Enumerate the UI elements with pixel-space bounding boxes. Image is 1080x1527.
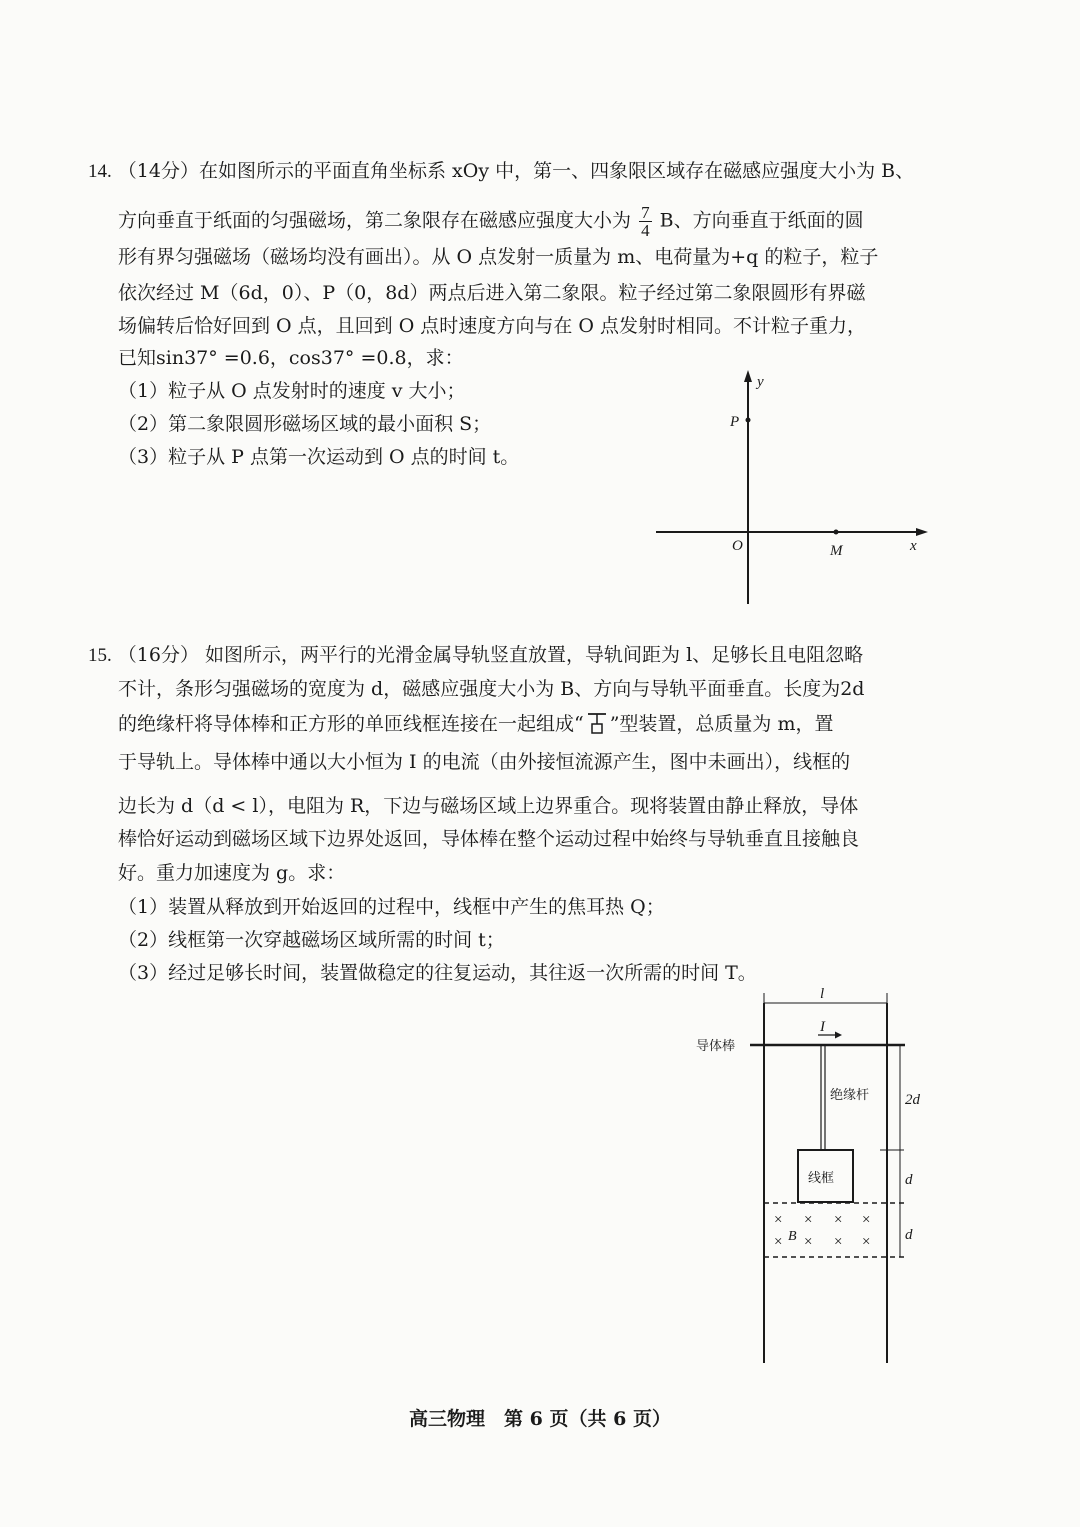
q14-text-3: 形有界匀强磁场（磁场均没有画出）。从 O 点发射一质量为 m、电荷量为+q 的粒子，粒子 <box>118 246 879 268</box>
q15-line-3 <box>118 711 834 737</box>
field-cross: × <box>834 1212 843 1228</box>
q15-text-6: 棒恰好运动到磁场区域下边界处返回，导体棒在整个运动过程中始终与导轨垂直且接触良 <box>118 828 860 850</box>
q14-line-5 <box>118 313 866 339</box>
q14-sub-2-text: （2）第二象限圆形磁场区域的最小面积 S； <box>118 413 492 435</box>
field-cross: × <box>862 1212 871 1228</box>
q14-text-2a: 方向垂直于纸面的匀强磁场，第二象限存在磁感应强度大小为 <box>118 209 632 232</box>
x-axis-arrow <box>916 528 928 536</box>
q14-sub-2 <box>118 411 491 437</box>
q15-line-5 <box>118 793 858 819</box>
device-shape-icon <box>586 711 608 735</box>
q15-line-1 <box>88 642 863 669</box>
q15-text-5: 边长为 d（d < l），电阻为 R，下边与磁场区域上边界重合。现将装置由静止释放，导体 <box>118 795 859 817</box>
q15-line-7 <box>118 860 345 886</box>
current-label: I <box>820 1019 825 1035</box>
q14-sub-1-text: （1）粒子从 O 点发射时的速度 v 大小； <box>118 380 466 402</box>
point-p-label: P <box>730 414 740 430</box>
q14-line-3 <box>118 244 878 270</box>
q15-text-4: 于导轨上。导体棒中通以大小恒为 I 的电流（由外接恒流源产生，图中未画出），线框的 <box>118 751 851 773</box>
q15-line-4 <box>118 749 850 775</box>
fraction-denominator: 4 <box>641 221 650 240</box>
q15-sub-1 <box>118 894 665 920</box>
q15-sub-3 <box>118 960 757 986</box>
q15-score: （16分） <box>117 644 199 666</box>
q15-rail-figure <box>690 985 940 1370</box>
q14-line-4 <box>118 280 865 306</box>
q14-line-1 <box>88 158 914 185</box>
q15-sub-1-text: （1）装置从释放到开始返回的过程中，线框中产生的焦耳热 Q； <box>118 896 665 918</box>
field-cross: × <box>804 1212 813 1228</box>
q14-coordinate-figure <box>650 368 940 613</box>
q14-text-5: 场偏转后恰好回到 O 点，且回到 O 点时速度方向与在 O 点发射时相同。不计粒子重力， <box>118 315 866 337</box>
q15-line-6 <box>118 826 859 852</box>
q15-sub-2 <box>118 927 505 953</box>
dimension-2d-label: 2d <box>905 1092 920 1108</box>
q15-text-2: 不计，条形匀强磁场的宽度为 d，磁感应强度大小为 B、方向与导轨平面垂直。长度为2d <box>118 678 865 700</box>
point-p <box>746 418 751 423</box>
q15-text-3b: ”型装置，总质量为 m，置 <box>609 713 834 735</box>
field-cross: × <box>834 1234 843 1250</box>
conductor-rod-label: 导体棒 <box>696 1039 736 1054</box>
q14-sub-3 <box>118 444 519 470</box>
fraction-numerator: 7 <box>641 203 650 222</box>
point-m <box>834 530 839 535</box>
field-cross: × <box>774 1234 783 1250</box>
insulating-rod-label: 绝缘杆 <box>830 1088 870 1103</box>
point-m-label: M <box>830 543 843 559</box>
y-axis-label: y <box>757 374 764 390</box>
field-label: B <box>788 1229 797 1244</box>
q14-sub-3-text: （3）粒子从 P 点第一次运动到 O 点的时间 t。 <box>118 446 520 468</box>
dimension-d-label: d <box>905 1172 913 1188</box>
q15-number: 15. <box>88 645 112 666</box>
y-axis-arrow <box>744 370 752 382</box>
q14-text-6: 已知sin37° =0.6，cos37° =0.8，求： <box>118 347 464 369</box>
origin-label: O <box>732 538 743 554</box>
q15-sub-2-text: （2）线框第一次穿越磁场区域所需的时间 t； <box>118 929 505 951</box>
field-cross: × <box>774 1212 783 1228</box>
q14-line-2 <box>118 204 864 239</box>
fraction-7-4 <box>639 204 652 239</box>
q15-line-2 <box>118 676 864 702</box>
q14-line-6 <box>118 345 464 371</box>
field-cross: × <box>862 1234 871 1250</box>
coil-frame-label: 线框 <box>808 1171 835 1186</box>
width-label: l <box>820 986 825 1002</box>
q15-text-3a: 的绝缘杆将导体棒和正方形的单匝线框连接在一起组成“ <box>118 713 584 735</box>
q14-number: 14. <box>88 161 112 182</box>
page-footer: 高三物理 第 6 页（共 6 页） <box>409 1408 671 1430</box>
q15-text-7: 好。重力加速度为 g。求： <box>118 862 346 884</box>
x-axis-label: x <box>910 538 917 554</box>
q14-text-2b: B、方向垂直于纸面的圆 <box>659 209 864 232</box>
q14-text-1: 在如图所示的平面直角坐标系 xOy 中，第一、四象限区域存在磁感应强度大小为 B、 <box>198 160 915 182</box>
field-cross: × <box>804 1234 813 1250</box>
q14-sub-1 <box>118 378 466 404</box>
q15-text-1: 如图所示，两平行的光滑金属导轨竖直放置，导轨间距为 l、足够长且电阻忽略 <box>205 644 864 666</box>
q15-sub-3-text: （3）经过足够长时间，装置做稳定的往复运动，其往返一次所需的时间 T。 <box>118 962 757 984</box>
q14-text-4: 依次经过 M（6d，0）、P（0，8d）两点后进入第二象限。粒子经过第二象限圆形有界磁 <box>118 282 866 304</box>
q14-score: （14分） <box>117 160 199 182</box>
dimension-d-label: d <box>905 1227 913 1243</box>
